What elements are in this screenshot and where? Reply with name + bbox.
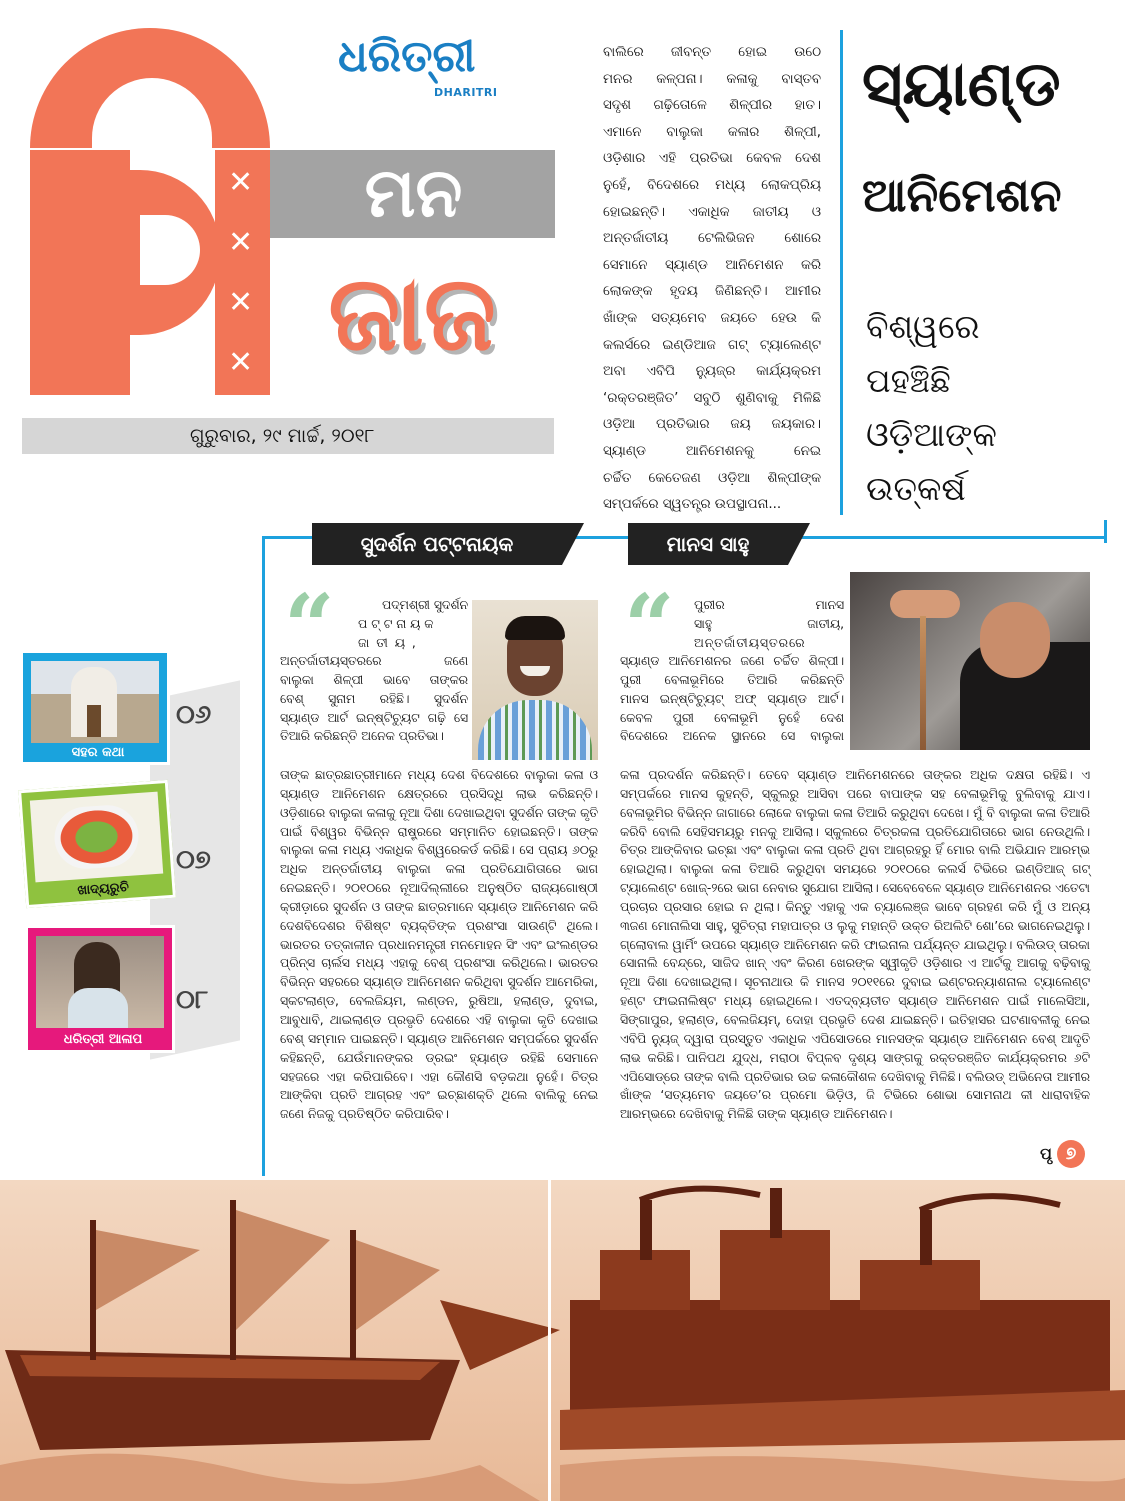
intro-paragraph — [603, 40, 821, 519]
page-ref-label: ପୃ — [1040, 1144, 1052, 1163]
artist-head — [980, 602, 1050, 678]
index-caption: ଖାଦ୍ୟରୁଚି — [76, 879, 130, 899]
quote-mark-icon: “ — [284, 574, 335, 678]
subheadline-line: ବିଶ୍ୱରେ — [866, 307, 980, 346]
lead-line: ପଦ୍ମଶ୍ରୀ ସୁଦର୍ଶନ — [381, 598, 468, 612]
dish-icon — [52, 803, 140, 871]
article-lead-cont — [280, 652, 468, 746]
articles-frame-right — [1104, 520, 1107, 543]
index-card-talk[interactable] — [25, 925, 175, 1053]
ship-illustration — [0, 1200, 560, 1501]
factory-illustration — [560, 1188, 1125, 1501]
temple-door-icon — [87, 705, 101, 737]
x-mark: ✕ — [228, 285, 254, 320]
lead-line: ସାହୁ ଜାତୀୟ, — [694, 616, 844, 631]
lead-line: ସ୍ୟାଣ୍ଡ ଆର୍ଟ ଇନ୍ଷ୍ଟିଚ୍ୟୁଟ ଗଢ଼ି ସେ — [280, 710, 468, 725]
index-card-food[interactable] — [18, 780, 176, 908]
intro-line: ଏମାନେ ବାଲୁକା କଳାର ଶିଳ୍ପୀ, — [603, 124, 821, 140]
quote-mark-icon: “ — [624, 574, 675, 678]
lead-line: ବେଶ୍ ସୁନାମ ରହିଛି। ସୁଦର୍ଶନ — [280, 691, 468, 706]
lead-line: ବାଲୁକା ଶିଳ୍ପୀ ଭାବେ ତାଙ୍କର — [280, 672, 468, 687]
sand-art-panorama — [0, 1180, 1125, 1501]
intro-line: ‘ରକ୍ତରଞ୍ଜିତ’ ସବୁଠି ଶୁଣିବାକୁ ମିଳିଛି — [603, 390, 821, 406]
lead-line: ପଟ୍ଟନାୟକ — [358, 616, 438, 631]
articles-frame-left — [262, 536, 265, 1176]
lead-line: ଅନ୍ତର୍ଜାତୀୟସ୍ତରରେ — [694, 635, 806, 650]
article-author-tab: ସୁଦର୍ଶନ ପଟ୍ଟନାୟକ — [312, 523, 562, 565]
intro-line: ଖାଁଙ୍କ ସତ୍ୟମେବ ଜୟତେ ହେଉ କି — [603, 310, 821, 326]
portrait-hair — [505, 616, 565, 640]
lead-line: ମାନସ ଇନ୍ଷ୍ଟିଚ୍ୟୁଟ୍ ଅଫ୍ ସ୍ୟାଣ୍ଡ ଆର୍ଟ। — [620, 691, 844, 706]
portrait-photo — [472, 600, 598, 760]
page-ref-number: ୭ — [1057, 1140, 1085, 1168]
intro-line: ଓଡ଼ିଶାର ଏହି ପ୍ରତିଭା କେବଳ ଦେଶ — [603, 151, 821, 167]
intro-line: ଅବା ଏବିପି ନ୍ୟୁଜ୍ର କାର୍ଯ୍ୟକ୍ରମ — [603, 364, 821, 380]
index-number: ୦୭ — [176, 845, 211, 875]
lead-line: ସ୍ୟାଣ୍ଡ ଆନିମେଶନର ଜଣେ ଚର୍ଚ୍ଚିତ ଶିଳ୍ପୀ। — [620, 654, 844, 668]
intro-line: ସେମାନେ ସ୍ୟାଣ୍ଡ ଆନିମେଶନ କରି — [603, 257, 821, 273]
subheadline-line: ଉତ୍କର୍ଷ — [866, 469, 966, 508]
brand-name-odia: ଧରିତ୍ରୀ — [338, 31, 476, 82]
index-caption: ସହର କଥା — [71, 745, 125, 760]
brand-logo — [338, 28, 518, 108]
subheadline-line: ପହଞ୍ଚିଛି — [866, 361, 951, 400]
subheadline — [866, 300, 1106, 516]
x-mark: ✕ — [228, 165, 254, 200]
intro-line: ଅନ୍ତର୍ଜାତୀୟ ଟେଲିଭିଜନ ଶୋରେ — [603, 231, 821, 247]
index-number: ୦୮ — [176, 985, 209, 1015]
headline-divider — [840, 30, 843, 515]
lead-line: ଅନ୍ତର୍ଜାତୀୟସ୍ତରରେ ଜଣେ — [280, 654, 468, 668]
lead-line: ପୁରୀ ବେଳାଭୂମିରେ ତିଆରି କରିଛନ୍ତି — [620, 672, 844, 687]
index-thumb — [31, 661, 159, 743]
x-mark: ✕ — [228, 225, 254, 260]
masthead-letter-stem — [30, 150, 130, 395]
lead-line: ତିଆରି କରିଛନ୍ତି ଅନେକ ପ୍ରତିଭା। — [280, 729, 444, 744]
page-reference — [1040, 1140, 1085, 1168]
subheadline-line: ଓଡ଼ିଆଙ୍କ — [866, 415, 997, 454]
brand-name-latin: DHARITRI — [434, 86, 498, 99]
index-caption: ଧରିତ୍ରୀ ଆଳାପ — [63, 1032, 143, 1047]
headline — [862, 28, 1112, 250]
article-author-tab: ମାନସ ସାହୁ — [628, 523, 788, 565]
lead-line: ଜାତୀୟ, — [358, 635, 423, 650]
person-body-icon — [68, 988, 128, 1028]
index-thumb — [30, 792, 163, 883]
article-lead — [694, 596, 844, 653]
sand-art-drawing — [0, 1180, 1125, 1501]
index-number: ୦୬ — [176, 700, 212, 730]
headline-line: ସ୍ୟାଣ୍ଡ — [862, 47, 1061, 120]
issue-date: ଗୁରୁବାର, ୨୯ ମାର୍ଚ୍ଚ, ୨୦୧୮ — [190, 425, 375, 447]
artist-photo — [850, 572, 1090, 750]
x-mark: ✕ — [228, 345, 254, 380]
artist-hand — [890, 590, 960, 618]
intro-line: ଲୋକଙ୍କ ହୃଦୟ ଜିଣିଛନ୍ତି। ଆମୀର — [603, 284, 821, 300]
intro-line: ସଦୃଶ ଗଢ଼ିତୋଳେ ଶିଳ୍ପୀର ହାତ। — [603, 98, 821, 114]
article-body: କଳା ପ୍ରଦର୍ଶନ କରିଛନ୍ତି। ତେବେ ସ୍ୟାଣ୍ଡ ଆନିମେଶନରେ ତାଙ୍କର ଅଧିକ ଦକ୍ଷତା ରହିଛି। ଏ ସମ୍ପର୍କରେ ମାନସ କୁହନ୍ତି, ସ୍କୁଲରୁ ଆସିବା ପରେ ବାପାଙ୍କ ସହ ବେଳାଭୂମିକୁ ବୁଲିବାକୁ ଯାଏ। ବେଳାଭୂମିର ବିଭିନ୍ନ ଜାଗାରେ ଲୋକେ ବାଲୁକା କଳା ତିଆରି କରୁଥିବା ଦେଖେ। ମୁଁ ବି ବାଲୁକା କଳା ତିଆରି କରିବି ବୋଲି ସେହିସମୟରୁ ମନକୁ ଆସିଲା। ସ୍କୁଲରେ ଚିତ୍ରକଳା ପ୍ରତିଯୋଗିତାରେ ଭାଗ ନେଉଥିଲି। ଚିତ୍ର ଆଙ୍କିବାର ଇଚ୍ଛା ଏବଂ ବାଲୁକା କଳା ପ୍ରତି ଥିବା ଆଗ୍ରହରୁ ହିଁ ମୋର ବାଲି ଅଭିଯାନ ଆରମ୍ଭ ହୋଇଥିଲା। ବାଲୁକା କଳା ତିଆରି କରୁଥିବା ସମୟରେ ୨୦୧୦ରେ କଲର୍ସ ଟିଭିରେ ଇଣ୍ଡିଆଜ୍ ଗଟ୍ ଟ୍ୟାଲେଣ୍ଟ ଖୋଜ୍-୨ରେ ଭାଗ ନେବାର ସୁଯୋଗ ଆସିଲା। ସେବେବେଳେ ସ୍ୟାଣ୍ଡ ଆନିମେଶନର ଏତେଟା ପ୍ରଚାର ପ୍ରସାର ହୋଇ ନ ଥିଲା। କିନ୍ତୁ ଏହାକୁ ଏକ ଚ୍ୟାଲେଞ୍ଜ ଭାବେ ଗ୍ରହଣ କରି ମୁଁ ଓ ଅନ୍ୟ ୩ଜଣ ମୋନାଲିସା ସାହୁ, ସୁଚିତ୍ରା ମହାପାତ୍ର ଓ ଲୁକୁ ମହାନ୍ତି ଉକ୍ତ ରିଅଲିଟି ଶୋ’ରେ ଭାଗନେଇଥିଲୁ। ଗ୍ଲୋବାଲ ୱାର୍ମିଂ ଉପରେ ସ୍ୟାଣ୍ଡ ଆନିମେଶନ କରି ଫାଇନାଲ ପର୍ଯ୍ୟନ୍ତ ଯାଇଥିଲୁ। ବଲିଉଡ୍ ତାରକା ସୋନାଲି ବେନ୍ଦ୍ରେ, ସାଜିଦ ଖାନ୍ ଏବଂ କିରଣ ଖେରଙ୍କ ସ୍ୱୀକୃତି ଓଡ଼ିଶାର ଏ ଆର୍ଟକୁ ଆଗକୁ ବଢ଼ିବାକୁ ନୂଆ ଦିଶା ଦେଖାଇଥିଲା। ସୂଚନାଥାଉ କି ମାନସ ୨୦୧୧ରେ ଦୁବାଇ ଇଣ୍ଟରନ୍ୟାଶନାଲ ଟ୍ୟାଲେଣ୍ଟ ହଣ୍ଟ ଫାଇନାଲିଷ୍ଟ ମଧ୍ୟ ହୋଇଥିଲେ। ଏତଦ୍‌ବ୍ୟତୀତ ସ୍ୟାଣ୍ଡ ଆନିମେଶନ ପାଇଁ ମାଲେସିଆ, ସିଙ୍ଗାପୁର, ହଲାଣ୍ଡ, ବେଲଜିୟମ୍, ଦୋହା ପ୍ରଭୃତି ଦେଶ ଯାଇଛନ୍ତି। ଇତିହାସର ଘଟଣାବଳୀକୁ ନେଇ ଏବିପି ନ୍ୟୁଜ୍ ଦ୍ୱାରା ପ୍ରସ୍ତୁତ ଏକାଧିକ ଏପିସୋଡରେ ମାନସଙ୍କ ସ୍ୟାଣ୍ଡ ଆନିମେଶନ ବେଶ୍ ଆଦୃତି ଲାଭ କରିଛି। ପାନିପଥ ଯୁଦ୍ଧ, ମରାଠା ବିପ୍ଳବ ଦୃଶ୍ୟ ସାଙ୍ଗକୁ ରକ୍ତରଞ୍ଜିତ କାର୍ଯ୍ୟକ୍ରମର ୬ଟି ଏପିସୋଡ୍‌ରେ ତାଙ୍କ ବାଲି ପ୍ରତିଭାର ଉଚ୍ଚ କଳାକୌଶଳ ଦେଖିବାକୁ ମିଳିଛି। ବଲିଉଡ୍ ଅଭିନେତା ଆମୀର ଖାଁଙ୍କ ‘ସତ୍ୟମେବ ଜୟତେ’ର ପ୍ରମୋ ଭିଡ଼ିଓ, ଜି ଟିଭିରେ ଶୋଭା ସୋମନାଥ କୀ ଧାରାବାହିକ ଆରମ୍ଭରେ ଦେଖିବାକୁ ମିଳିଛି ତାଙ୍କ ସ୍ୟାଣ୍ଡ ଆନିମେଶନ। — [620, 768, 1090, 1122]
article-lead-cont — [620, 652, 844, 746]
intro-line: ହୋଇଛନ୍ତି। ଏକାଧିକ ଜାତୀୟ ଓ — [603, 204, 821, 220]
intro-line: ସମ୍ପର୍କରେ ସ୍ୱତନ୍ତ୍ର ଉପସ୍ଥାପନା... — [603, 497, 782, 513]
intro-line: ଚର୍ଚ୍ଚିତ କେତେଜଣ ଓଡ଼ିଆ ଶିଳ୍ପୀଙ୍କ — [603, 470, 821, 486]
intro-line: ନୁହେଁ, ବିଦେଶରେ ମଧ୍ୟ ଲୋକପ୍ରିୟ — [603, 177, 821, 193]
lead-line: କେବଳ ପୁରୀ ବେଳାଭୂମି ନୁହେଁ ଦେଶ — [620, 710, 844, 725]
intro-line: ସ୍ୟାଣ୍ଡ ଆନିମେଶନକୁ ନେଇ — [603, 443, 821, 459]
index-card-city[interactable] — [20, 650, 170, 765]
portrait-shirt — [478, 700, 592, 760]
headline-line: ଆନିମେଶନ — [862, 168, 1062, 222]
intro-line: ବାଲିରେ ଜୀବନ୍ତ ହୋଇ ଉଠେ — [603, 45, 821, 60]
intro-line: ଓଡ଼ିଆ ପ୍ରତିଭାର ଜୟ ଜୟକାର। — [603, 417, 821, 433]
intro-line: ମନର କଳ୍ପନା। କଳାକୁ ବାସ୍ତବ — [603, 71, 821, 87]
intro-line: କଲର୍ସରେ ଇଣ୍ଡିଆଜ ଗଟ୍ ଟ୍ୟାଲେଣ୍ଟ — [603, 337, 821, 353]
masthead-word-top: ମନ — [364, 154, 463, 233]
article-body: ତାଙ୍କ ଛାତ୍ରଛାତ୍ରୀମାନେ ମଧ୍ୟ ଦେଶ ବିଦେଶରେ ବାଲୁକା କଳା ଓ ସ୍ୟାଣ୍ଡ ଆନିମେଶନ କ୍ଷେତ୍ରରେ ପ୍ରସିଦ୍ଧି ଲାଭ କରିଛନ୍ତି। ଓଡ଼ିଶାରେ ବାଲୁକା କଳାକୁ ନୂଆ ଦିଶା ଦେଖାଇଥିବା ସୁଦର୍ଶନ ତାଙ୍କ କୃତି ପାଇଁ ବିଶ୍ୱର ବିଭିନ୍ନ ରାଷ୍ଟ୍ରରେ ସମ୍ମାନିତ ହୋଇଛନ୍ତି। ତାଙ୍କ ବାଲୁକା କଳା ମଧ୍ୟ ଏକାଧିକ ବିଶ୍ୱରେକର୍ଡ କରିଛି। ସେ ପ୍ରାୟ ୬୦ରୁ ଅଧିକ ଅନ୍ତର୍ଜାତୀୟ ବାଲୁକା କଳା ପ୍ରତିଯୋଗିତାରେ ଭାଗ ନେଇଛନ୍ତି। ୨୦୧୦ରେ ନୂଆଦିଲ୍ଲୀରେ ଅନୁଷ୍ଠିତ ରାଜ୍ୟଗୋଷ୍ଠୀ କ୍ରୀଡ଼ାରେ ସୁଦର୍ଶନ ଓ ତାଙ୍କ ଛାତ୍ରମାନେ ସ୍ୟାଣ୍ଡ ଆନିମେଶନ କରି ଦେଶବିଦେଶର ବିଶିଷ୍ଟ ବ୍ୟକ୍ତିଙ୍କ ପ୍ରଶଂସା ସାଉଣ୍ଟି ଥିଲେ। ଭାରତର ତତ୍କାଳୀନ ପ୍ରଧାନମନ୍ତ୍ରୀ ମନମୋହନ ସିଂ ଏବଂ ଇଂଲଣ୍ଡର ପ୍ରିନ୍ସ ଚାର୍ଲସ ମଧ୍ୟ ଏହାକୁ ବେଶ୍ ପ୍ରଶଂସା କରିଥିଲେ। ଭାରତର ବିଭିନ୍ନ ସହରରେ ସ୍ୟାଣ୍ଡ ଆନିମେଶନ କରିଥିବା ସୁଦର୍ଶନ ଆମେରିକା, ସ୍କଟଲାଣ୍ଡ, ବେଲଜିୟମ, ଲଣ୍ଡନ, ରୁଷିଆ, ହଲାଣ୍ଡ, ଦୁବାଇ, ଆବୁଧାବି, ଥାଇଲାଣ୍ଡ ପ୍ରଭୃତି ଦେଶରେ ଏହି ବାଲୁକା କୃତି ଦେଖାଇ ବେଶ୍ ସମ୍ମାନ ପାଇଛନ୍ତି। ସ୍ୟାଣ୍ଡ ଆନିମେଶନ ସମ୍ପର୍କରେ ସୁଦର୍ଶନ କହିଛନ୍ତି, ଯେଉଁମାନଙ୍କର ଡ୍ରଇଂ ହ୍ୟାଣ୍ଡ ରହିଛି ସେମାନେ ସହଜରେ ଏହା କରିପାରିବେ। ଏହା କୌଣସି ବଡ଼କଥା ନୁହେଁ। ଚିତ୍ର ଆଙ୍କିବା ପ୍ରତି ଆଗ୍ରହ ଏବଂ ଇଚ୍ଛାଶକ୍ତି ଥିଲେ ବାଲିକୁ ନେଇ ଜଣେ ନିଜକୁ ପ୍ରତିଷ୍ଠିତ କରିପାରିବ। — [280, 768, 598, 1122]
article-lead — [358, 596, 468, 653]
masthead-word-bottom: ଜାଜ — [328, 252, 496, 374]
sand-stream — [920, 616, 926, 750]
lead-line: ପୁରୀର ମାନସ — [694, 598, 844, 612]
index-thumb — [36, 936, 164, 1028]
lead-line: ବିଦେଶରେ ଅନେକ ସ୍ଥାନରେ ସେ ବାଲୁକା — [620, 729, 844, 744]
